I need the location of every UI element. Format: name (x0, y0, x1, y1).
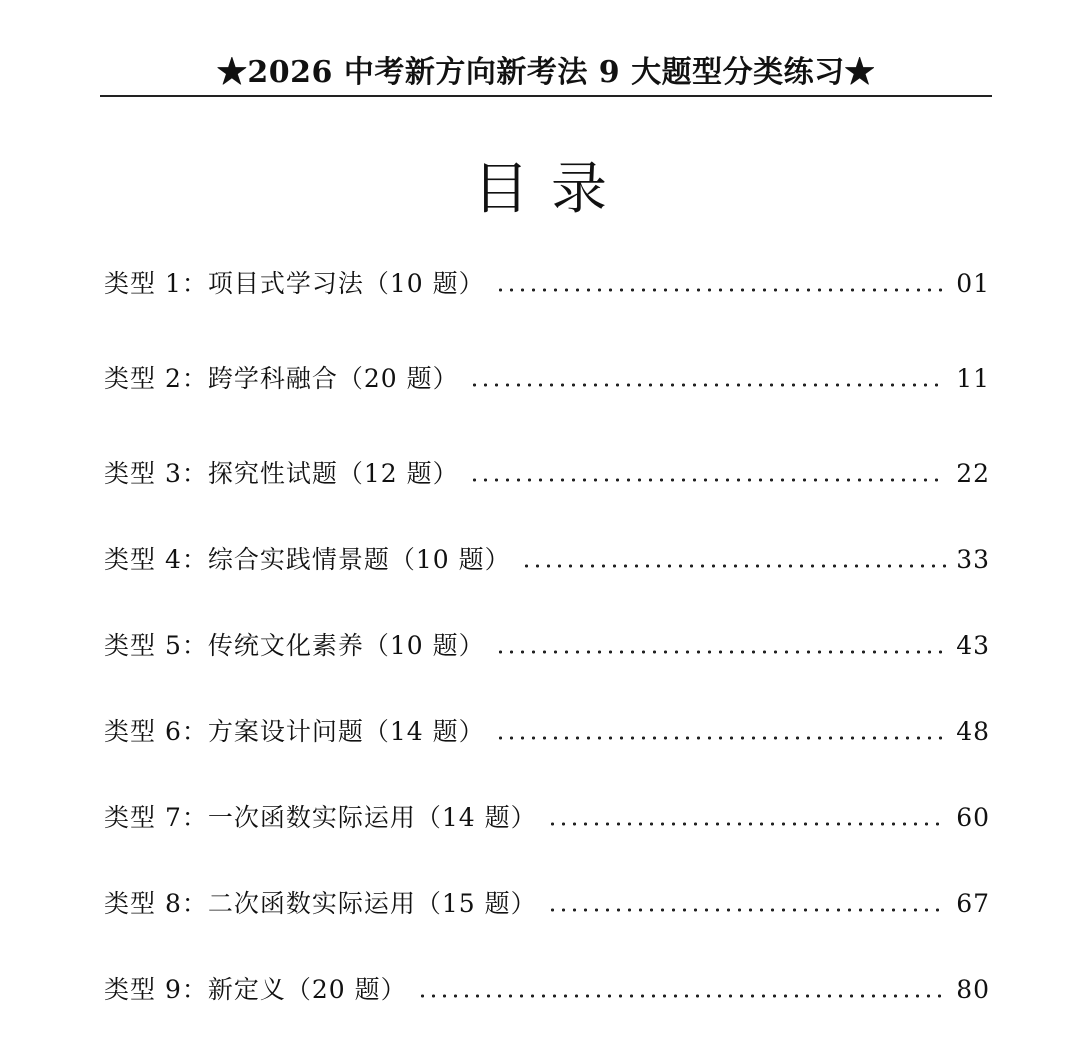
toc-entry-label: 类型 4：综合实践情景题（10 题） (104, 545, 511, 574)
toc-entry-label: 类型 6：方案设计问题（14 题） (104, 717, 485, 746)
page-title: 目录 (473, 157, 629, 222)
toc-entry-label: 类型 3：探究性试题（12 题） (104, 459, 459, 488)
toc-page-number: 43 (956, 631, 990, 660)
toc-page-number: 80 (956, 975, 990, 1004)
dot-leader (495, 287, 947, 293)
toc-page-number: 33 (956, 545, 990, 574)
toc-entry-1[interactable] (104, 264, 990, 304)
toc-entry-9[interactable] (104, 970, 990, 1010)
toc-entry-3[interactable] (104, 454, 990, 494)
header-divider (100, 95, 992, 97)
toc-page-number: 22 (956, 459, 990, 488)
toc-entry-6[interactable] (104, 712, 990, 752)
toc-page-number: 48 (956, 717, 990, 746)
dot-leader (417, 993, 947, 999)
toc-entry-5[interactable] (104, 626, 990, 666)
dot-leader (495, 649, 947, 655)
document-header: ★2026 中考新方向新考法 9 大题型分类练习★ (216, 55, 876, 90)
toc-entry-label: 类型 2：跨学科融合（20 题） (104, 364, 459, 393)
toc-entry-label: 类型 7：一次函数实际运用（14 题） (104, 803, 537, 832)
toc-entry-8[interactable] (104, 884, 990, 924)
dot-leader (495, 735, 947, 741)
toc-entry-label: 类型 9：新定义（20 题） (104, 975, 407, 1004)
dot-leader (547, 907, 947, 913)
toc-page-number: 11 (956, 364, 990, 393)
toc-entry-label: 类型 5：传统文化素养（10 题） (104, 631, 485, 660)
toc-page-number: 67 (956, 889, 990, 918)
toc-page-number: 60 (956, 803, 990, 832)
dot-leader (547, 821, 947, 827)
toc-entry-label: 类型 1：项目式学习法（10 题） (104, 269, 485, 298)
toc-entry-4[interactable] (104, 540, 990, 580)
toc-entry-7[interactable] (104, 798, 990, 838)
toc-entry-2[interactable] (104, 359, 990, 399)
toc-entry-label: 类型 8：二次函数实际运用（15 题） (104, 889, 537, 918)
dot-leader (521, 563, 947, 569)
dot-leader (469, 382, 947, 388)
dot-leader (469, 477, 947, 483)
toc-page-number: 01 (956, 269, 990, 298)
